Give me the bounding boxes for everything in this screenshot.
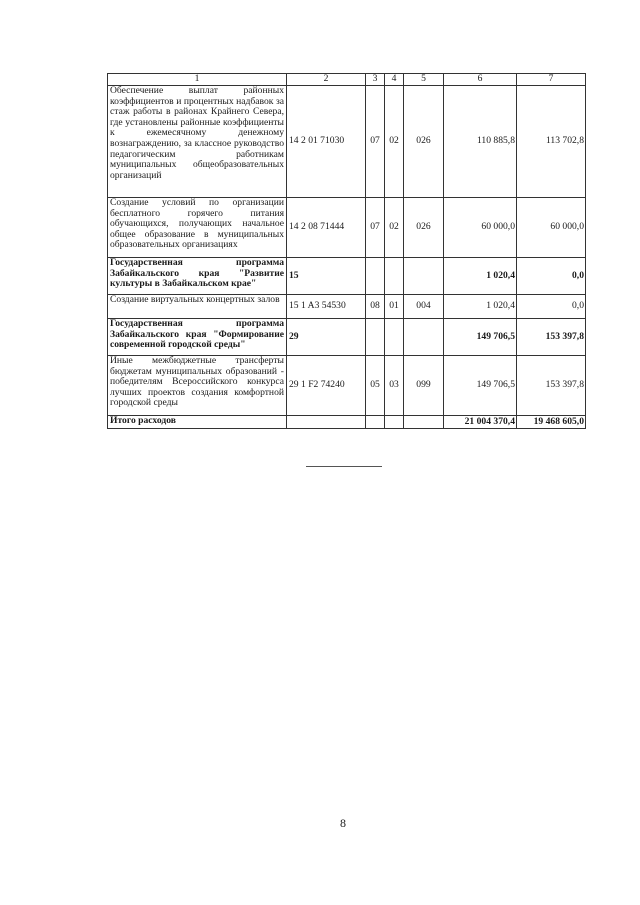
row-subsection xyxy=(385,319,404,356)
header-cell: 2 xyxy=(287,74,366,86)
header-cell: 4 xyxy=(385,74,404,86)
row-code: 29 1 F2 74240 xyxy=(287,356,366,416)
row-section: 07 xyxy=(366,86,385,198)
row-value-7: 60 000,0 xyxy=(517,198,586,258)
row-value-6: 60 000,0 xyxy=(444,198,517,258)
total-value-6: 21 004 370,4 xyxy=(444,416,517,429)
row-code: 15 1 A3 54530 xyxy=(287,295,366,319)
header-cell: 5 xyxy=(404,74,444,86)
row-subsection: 01 xyxy=(385,295,404,319)
row-name: Создание виртуальных концертных залов xyxy=(108,295,287,319)
row-expense-type: 004 xyxy=(404,295,444,319)
total-row xyxy=(108,416,586,429)
row-value-7: 153 397,8 xyxy=(517,356,586,416)
row-value-6: 1 020,4 xyxy=(444,258,517,295)
row-subsection: 03 xyxy=(385,356,404,416)
table-header-row xyxy=(108,74,586,86)
empty-cell xyxy=(385,416,404,429)
row-value-7: 0,0 xyxy=(517,295,586,319)
table-row xyxy=(108,198,586,258)
row-code: 14 2 01 71030 xyxy=(287,86,366,198)
row-subsection: 02 xyxy=(385,198,404,258)
row-code: 15 xyxy=(287,258,366,295)
row-code: 14 2 08 71444 xyxy=(287,198,366,258)
empty-cell xyxy=(287,416,366,429)
table-row xyxy=(108,356,586,416)
row-value-7: 153 397,8 xyxy=(517,319,586,356)
row-name: Создание условий по организации бесплатного горячего питания обучающихся, получающих начальное общее образование в муниципальных образовательных организациях xyxy=(108,198,287,258)
row-name: Обеспечение выплат районных коэффициентов и процентных надбавок за стаж работы в районах Крайнего Севера, где установлены районные коэффициенты к ежемесячному денежному вознаграждению, за классное руководство педагогическим работникам муниципальных общеобразовательных организаций xyxy=(108,86,287,198)
row-section: 08 xyxy=(366,295,385,319)
total-label: Итого расходов xyxy=(108,416,287,429)
empty-cell xyxy=(404,416,444,429)
row-expense-type: 026 xyxy=(404,86,444,198)
row-value-7: 113 702,8 xyxy=(517,86,586,198)
row-code: 29 xyxy=(287,319,366,356)
row-value-6: 149 706,5 xyxy=(444,319,517,356)
row-expense-type xyxy=(404,319,444,356)
row-subsection: 02 xyxy=(385,86,404,198)
row-value-7: 0,0 xyxy=(517,258,586,295)
row-name: Иные межбюджетные трансферты бюджетам муниципальных образований - победителям Всероссийского конкурса лучших проектов создания комфортной городской среды xyxy=(108,356,287,416)
row-expense-type: 099 xyxy=(404,356,444,416)
table-row xyxy=(108,258,586,295)
end-divider xyxy=(306,466,382,467)
row-expense-type xyxy=(404,258,444,295)
table-row xyxy=(108,319,586,356)
budget-table xyxy=(107,73,586,429)
header-cell: 1 xyxy=(108,74,287,86)
row-section: 07 xyxy=(366,198,385,258)
row-name: Государственная программа Забайкальского края "Формирование современной городской среды" xyxy=(108,319,287,356)
empty-cell xyxy=(366,416,385,429)
row-name: Государственная программа Забайкальского края "Развитие культуры в Забайкальском крае" xyxy=(108,258,287,295)
header-cell: 7 xyxy=(517,74,586,86)
row-value-6: 110 885,8 xyxy=(444,86,517,198)
page-number: 8 xyxy=(340,816,346,830)
header-cell: 3 xyxy=(366,74,385,86)
table-row xyxy=(108,295,586,319)
row-section: 05 xyxy=(366,356,385,416)
row-expense-type: 026 xyxy=(404,198,444,258)
row-section xyxy=(366,319,385,356)
table-row xyxy=(108,86,586,198)
header-cell: 6 xyxy=(444,74,517,86)
total-value-7: 19 468 605,0 xyxy=(517,416,586,429)
row-section xyxy=(366,258,385,295)
row-value-6: 1 020,4 xyxy=(444,295,517,319)
row-value-6: 149 706,5 xyxy=(444,356,517,416)
row-subsection xyxy=(385,258,404,295)
